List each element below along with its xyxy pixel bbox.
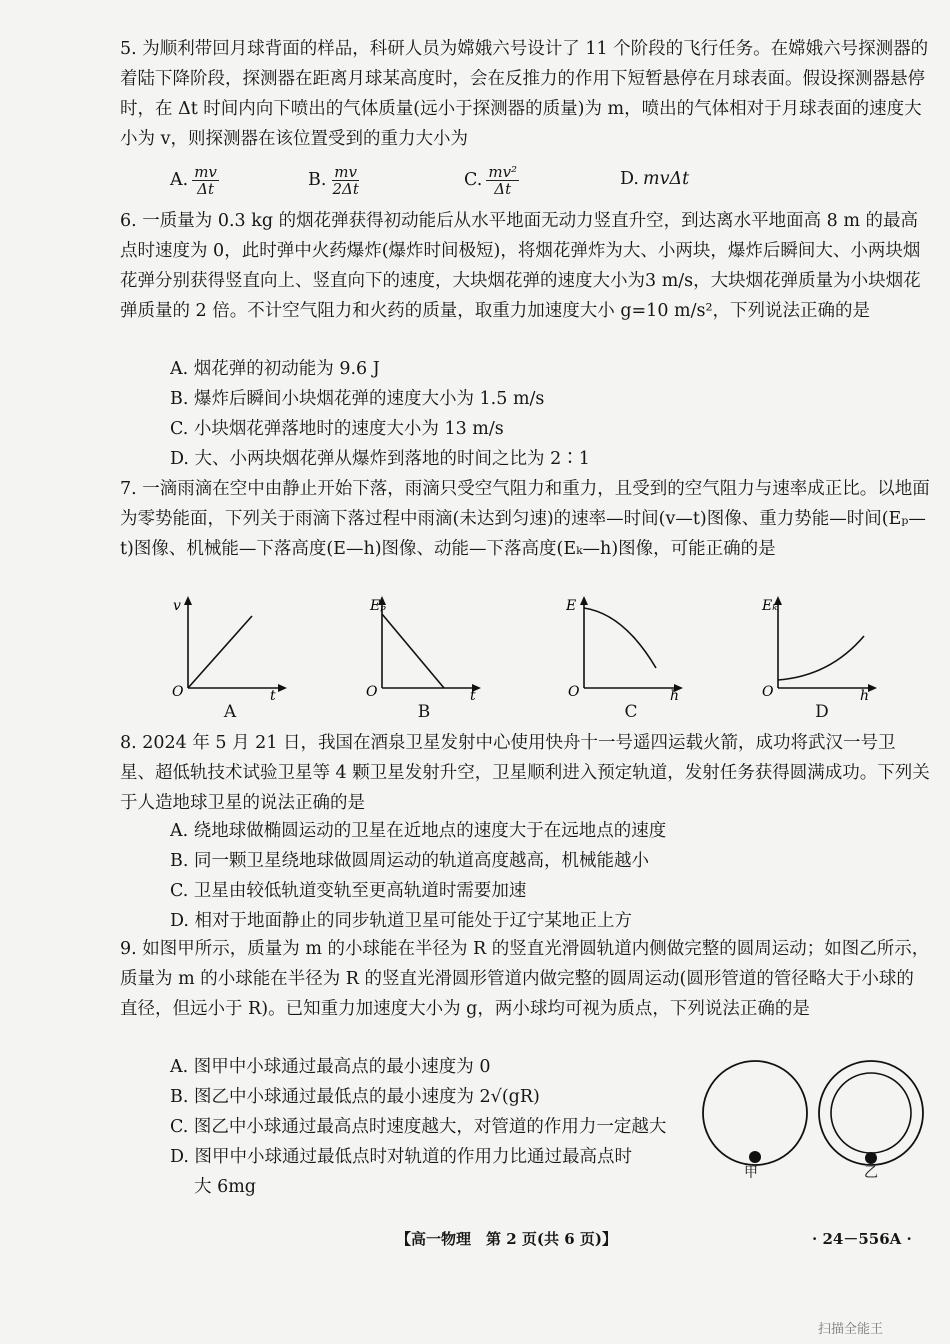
q6-option-d[interactable]: D. 大、小两块烟花弹从爆炸到落地的时间之比为 2∶1	[170, 449, 590, 469]
outer-circle	[819, 1061, 923, 1165]
x-axis-arrow	[868, 684, 877, 692]
q5-option-b[interactable]	[308, 164, 361, 197]
graph-b-label: B	[417, 702, 431, 722]
origin-label: O	[172, 684, 184, 700]
option-label: C.	[464, 170, 483, 190]
origin-label: O	[762, 684, 774, 700]
graph-c-label: C	[624, 702, 638, 722]
q8-option-c[interactable]: C. 卫星由较低轨道变轨至更高轨道时需要加速	[170, 881, 527, 901]
fraction	[330, 164, 360, 197]
fraction-den: 2Δt	[332, 180, 359, 198]
question-9	[120, 934, 930, 1024]
question-6	[120, 206, 930, 326]
fraction	[486, 164, 519, 197]
y-axis-label: E	[566, 598, 577, 614]
scan-watermark: 扫描全能王	[818, 1322, 884, 1337]
q6-option-a[interactable]: A. 烟花弹的初动能为 9.6 J	[170, 359, 380, 379]
fraction-den: Δt	[494, 180, 512, 198]
fraction-num: mv	[194, 163, 217, 181]
curve	[382, 614, 444, 688]
q8-option-d[interactable]: D. 相对于地面静止的同步轨道卫星可能处于辽宁某地正上方	[170, 911, 633, 931]
fraction-den: Δt	[197, 180, 214, 198]
option-text: mvΔt	[642, 169, 690, 189]
origin-label: O	[366, 684, 378, 700]
x-axis-arrow	[278, 684, 287, 692]
graph-d-label: D	[815, 702, 829, 722]
q9-option-a[interactable]: A. 图甲中小球通过最高点的最小速度为 0	[170, 1057, 491, 1077]
option-label: D.	[620, 169, 639, 189]
graph-d[interactable]	[760, 592, 880, 702]
figure-jia-label: 甲	[744, 1165, 758, 1181]
exam-code: · 24－556A ·	[812, 1230, 912, 1248]
q9-option-d-continued: 大 6mg	[194, 1177, 256, 1197]
question-5	[120, 34, 930, 154]
q6-option-c[interactable]: C. 小块烟花弹落地时的速度大小为 13 m/s	[170, 419, 504, 439]
q9-option-c[interactable]: C. 图乙中小球通过最高点时速度越大，对管道的作用力一定越大	[170, 1117, 667, 1137]
option-label: B.	[308, 170, 327, 190]
y-axis-label: v	[173, 598, 181, 614]
inner-circle	[831, 1073, 911, 1153]
fraction-num: mv²	[488, 163, 518, 181]
x-axis-label: h	[860, 688, 870, 702]
y-axis-arrow	[580, 596, 588, 605]
graph-c[interactable]	[566, 592, 686, 702]
graph-b[interactable]	[364, 592, 484, 702]
figure-yi-circular-tube	[816, 1058, 926, 1168]
origin-label: O	[568, 684, 580, 700]
y-axis-label: Eₖ	[762, 598, 778, 614]
figure-yi-label: 乙	[864, 1165, 878, 1181]
question-5-stem: 5. 为顺利带回月球背面的样品，科研人员为嫦娥六号设计了 11 个阶段的飞行任务。在嫦娥六号探测器的着陆下降阶段，探测器在距离月球某高度时，会在反推力的作用下短暂悬停在月球表面。假设探测器悬停时，在 Δt 时间内向下喷出的气体质量(远小于探测器的质量)为 m，喷出的气体相对于月球表面的速度大小为 v，则探测器在该位置受到的重力大小为	[120, 39, 929, 149]
graph-a-label: A	[223, 702, 237, 722]
q5-option-c[interactable]	[464, 164, 519, 197]
question-7-stem: 7. 一滴雨滴在空中由静止开始下落，雨滴只受空气阻力和重力，且受到的空气阻力与速率成正比。以地面为零势能面，下列关于雨滴下落过程中雨滴(未达到匀速)的速率—时间(v—t)图像、重力势能—时间(Eₚ—t)图像、机械能—下落高度(E—h)图像、动能—下落高度(Eₖ—h)图像，可能正确的是	[120, 479, 930, 559]
fraction-num: mv	[334, 163, 357, 181]
q5-option-a[interactable]	[170, 164, 219, 197]
y-axis-label: Eₚ	[370, 598, 386, 614]
x-axis-label: t	[270, 688, 276, 702]
question-6-stem: 6. 一质量为 0.3 kg 的烟花弹获得初动能后从水平地面无动力竖直升空，到达离水平地面高 8 m 的最高点时速度为 0，此时弹中火药爆炸(爆炸时间极短)，将烟花弹炸为大、小两块，爆炸后瞬间大、小两块烟花弹分别获得竖直向上、竖直向下的速度，大块烟花弹的速度大小为3 m/s，大块烟花弹质量为小块烟花弹质量的 2 倍。不计空气阻力和火药的质量，取重力加速度大小 g=10 m/s²，下列说法正确的是	[120, 211, 921, 321]
track-circle	[703, 1061, 807, 1165]
q9-option-b[interactable]: B. 图乙中小球通过最低点的最小速度为 2√(gR)	[170, 1087, 540, 1107]
fraction	[192, 164, 219, 197]
q6-option-b[interactable]: B. 爆炸后瞬间小块烟花弹的速度大小为 1.5 m/s	[170, 389, 545, 409]
question-8	[120, 728, 930, 818]
question-8-stem: 8. 2024 年 5 月 21 日，我国在酒泉卫星发射中心使用快舟十一号遥四运载火箭，成功将武汉一号卫星、超低轨技术试验卫星等 4 颗卫星发射升空，卫星顺利进入预定轨道，发射任务获得圆满成功。下列关于人造地球卫星的说法正确的是	[120, 733, 930, 813]
q8-option-b[interactable]: B. 同一颗卫星绕地球做圆周运动的轨道高度越高，机械能越小	[170, 851, 649, 871]
page-footer: 【高一物理 第 2 页(共 6 页)】	[396, 1230, 617, 1248]
y-axis-arrow	[184, 596, 192, 605]
question-9-stem: 9. 如图甲所示，质量为 m 的小球能在半径为 R 的竖直光滑圆轨道内侧做完整的圆周运动；如图乙所示，质量为 m 的小球能在半径为 R 的竖直光滑圆形管道内做完整的圆周运动(圆形管道的管径略大于小球的直径，但远小于 R)。已知重力加速度大小为 g，两小球均可视为质点，下列说法正确的是	[120, 939, 930, 1019]
option-label: A.	[170, 170, 189, 190]
curve	[778, 636, 864, 680]
graph-a[interactable]	[170, 592, 290, 702]
figure-jia-circle-track	[700, 1058, 810, 1168]
curve	[188, 616, 252, 688]
q8-option-a[interactable]: A. 绕地球做椭圆运动的卫星在近地点的速度大于在远地点的速度	[170, 821, 667, 841]
question-7	[120, 474, 930, 564]
curve	[584, 608, 656, 668]
x-axis-label: h	[670, 688, 680, 702]
q5-option-d[interactable]	[620, 164, 689, 194]
q9-option-d[interactable]: D. 图甲中小球通过最低点时对轨道的作用力比通过最高点时	[170, 1147, 633, 1167]
x-axis-label: t	[470, 688, 476, 702]
